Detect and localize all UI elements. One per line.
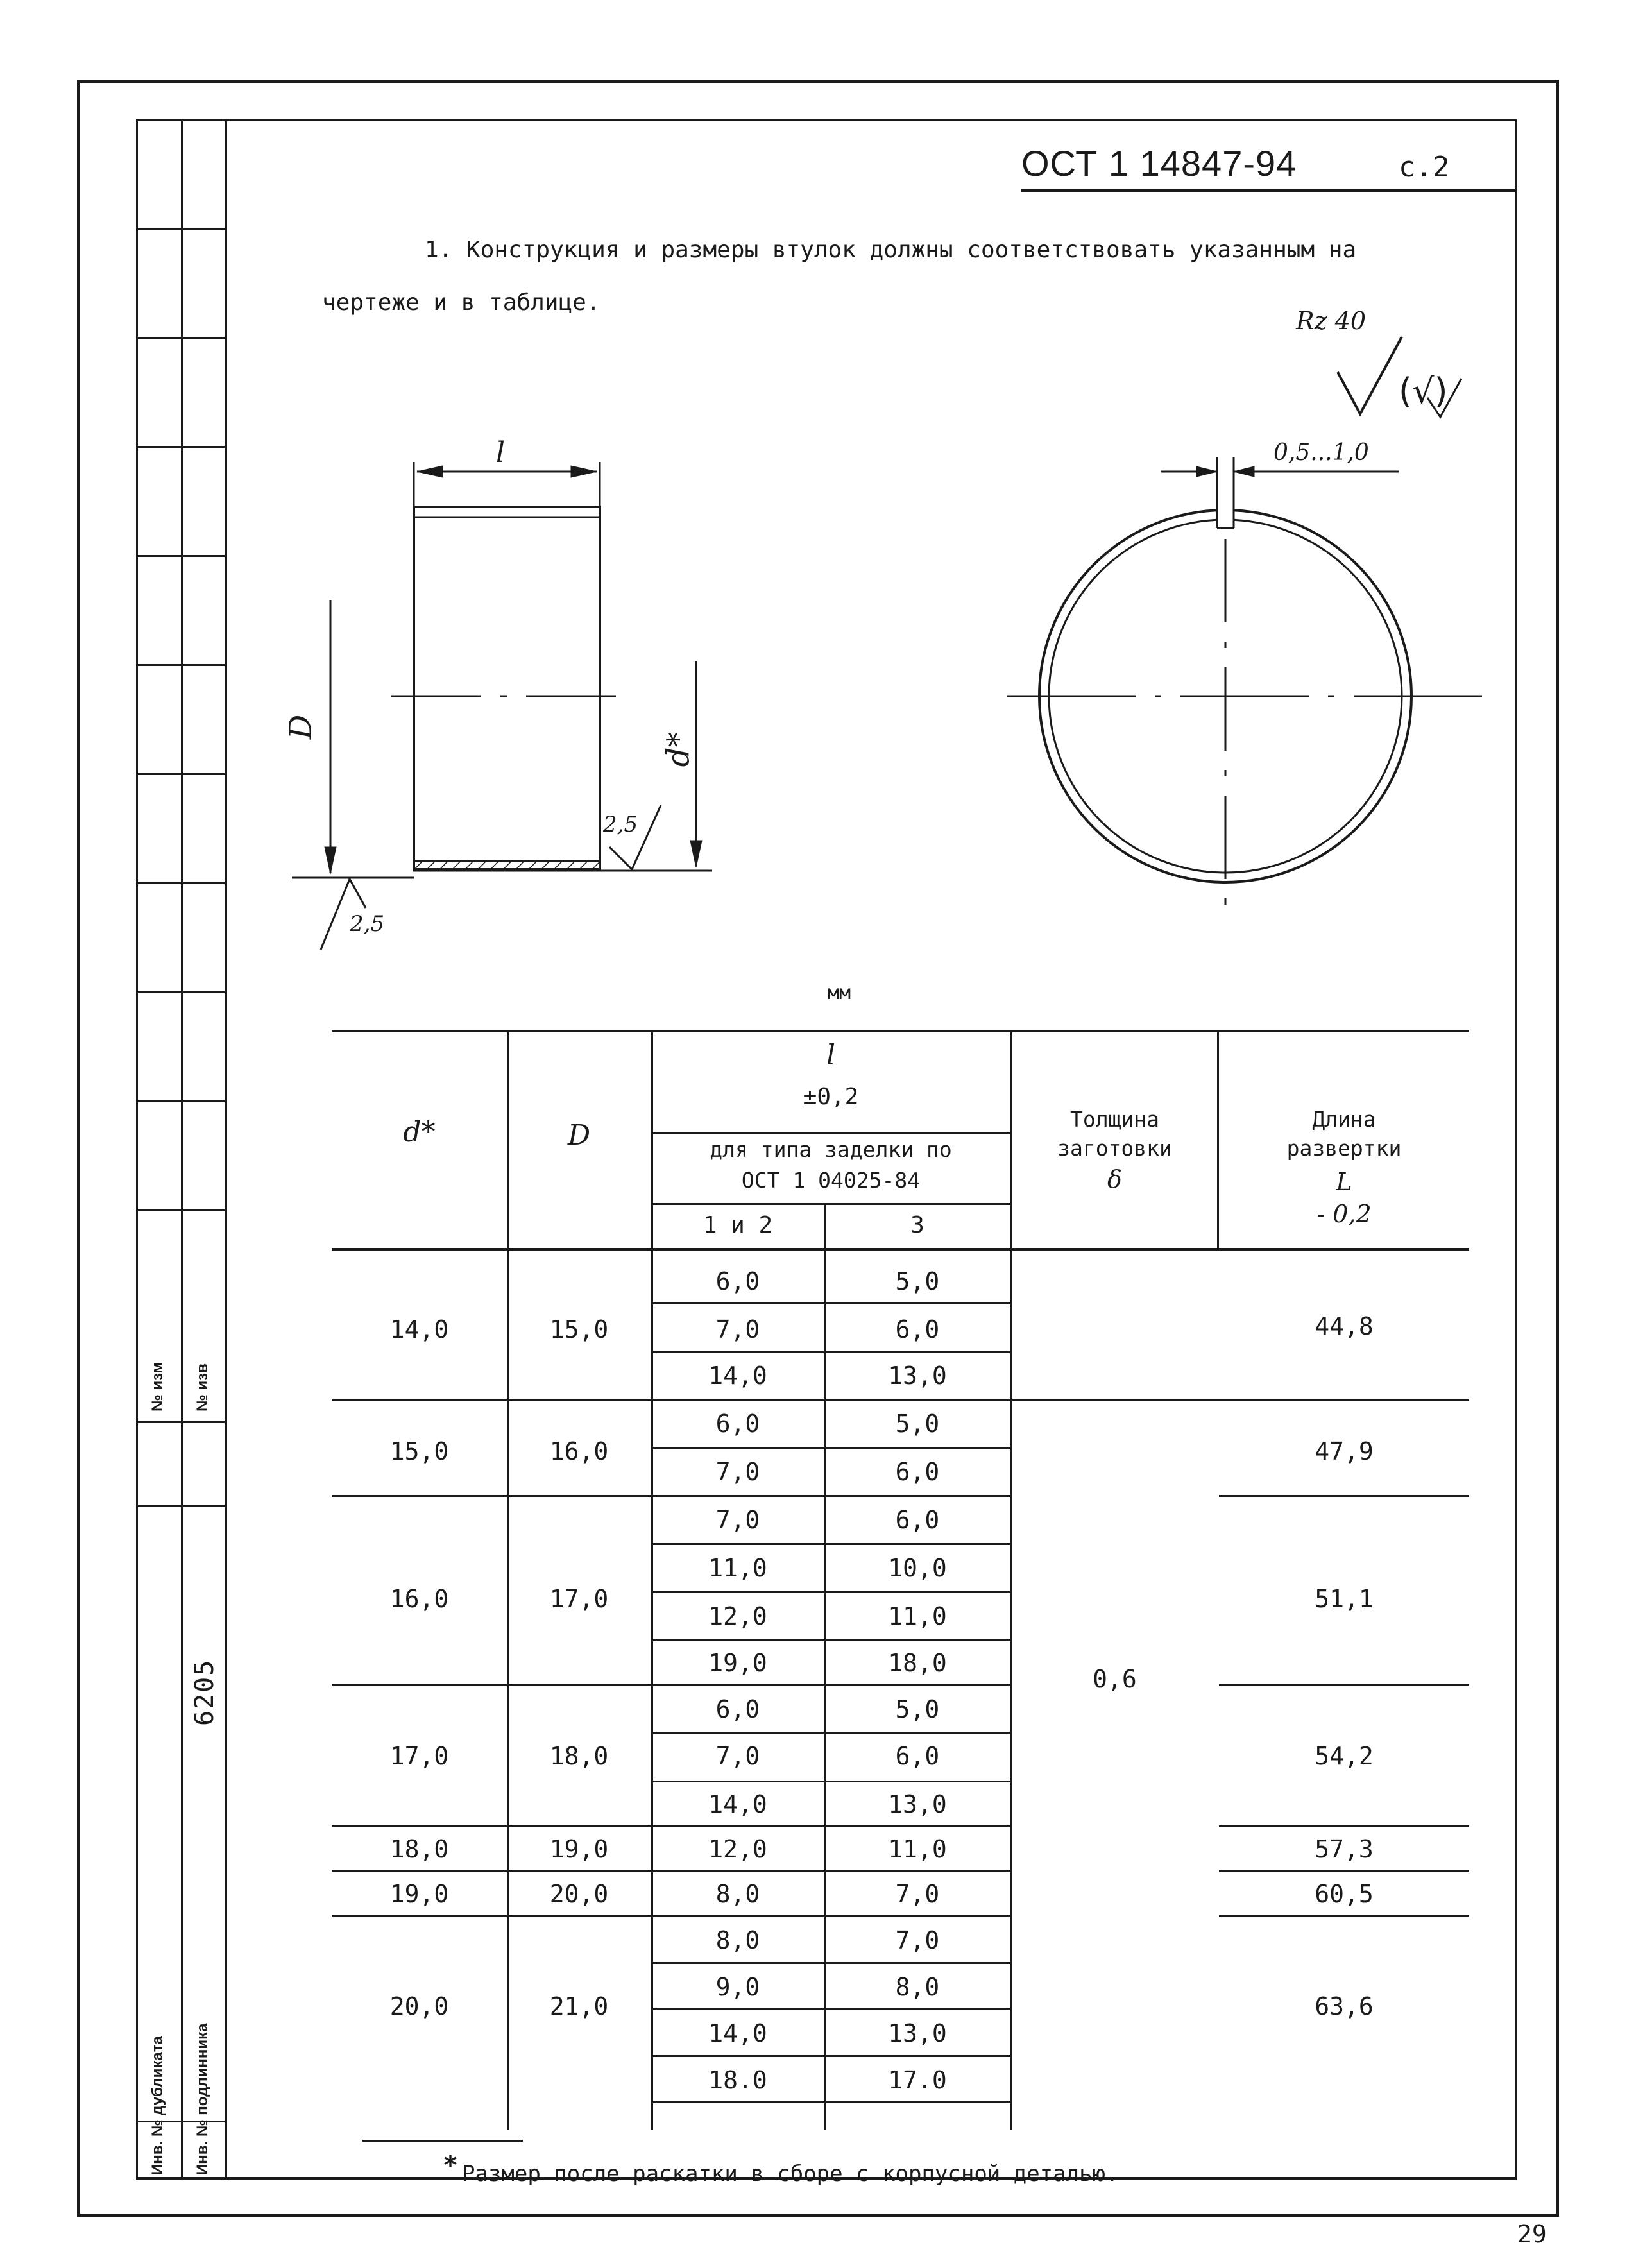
header-l-symbol: l [826,1039,836,1072]
gap-dim-label: 0,5...1,0 [1273,440,1369,466]
table-cell: 18,0 [888,1649,947,1677]
table-cell: 6,0 [895,1315,940,1344]
table-cell: 19,0 [389,1880,449,1908]
header-len-1: Длина [1312,1107,1376,1132]
standard-number: ОСТ 1 14847-94 [1021,143,1297,184]
table-cell: 12,0 [708,1835,767,1863]
table-cell: 8,0 [715,1926,760,1954]
table-cell: 11,0 [888,1602,947,1630]
table-cell: 20,0 [549,1880,609,1908]
table-cell: 15,0 [389,1437,449,1465]
table-cell: 14,0 [708,1362,767,1390]
table-cell: 5,0 [895,1695,940,1723]
table-cell: 5,0 [895,1267,940,1295]
table-cell: 7,0 [715,1458,760,1486]
roughness-main: Rz 40 [1296,307,1367,335]
header-thick-1: Толщина [1069,1107,1160,1132]
header-l-sub-1: для типа заделки по [710,1137,952,1162]
intro-line-2: чертеже и в таблице. [322,289,600,316]
sidebar-izm-label: № изм [149,1362,166,1412]
table-cell: 7,0 [715,1315,760,1344]
table-cell: 18,0 [389,1835,449,1863]
table-unit: мм [828,982,851,1004]
outer-dim-label: D [283,714,319,740]
thickness-value: 0,6 [1093,1665,1137,1693]
table-cell: 13,0 [888,2019,947,2047]
table-cell: 54,2 [1315,1742,1374,1770]
header-l-col-b: 3 [910,1212,924,1238]
table-cell: 19,0 [708,1649,767,1677]
header-l-col-a: 1 и 2 [703,1212,773,1238]
bushing-drawing [0,0,1652,1001]
length-dim-label: l [496,436,506,469]
table-cell: 13,0 [888,1362,947,1390]
table-cell: 14,0 [389,1315,449,1344]
table-cell: 9,0 [715,1973,760,2001]
table-cell: 7,0 [715,1506,760,1534]
table-cell: 17,0 [389,1742,449,1770]
table-cell: 6,0 [895,1742,940,1770]
table-cell: 19,0 [549,1835,609,1863]
header-len-sym: L [1336,1168,1352,1196]
footnote-text: Размер после раскатки в сборе с корпусной деталью. [462,2161,1119,2187]
table-cell: 6,0 [715,1410,760,1438]
header-len-tol: - 0,2 [1316,1200,1372,1228]
table-cell: 7,0 [895,1880,940,1908]
inner-dim-label: d* [660,731,697,767]
table-cell: 16,0 [389,1585,449,1613]
footnote-mark: * [443,2151,459,2180]
table-cell: 14,0 [708,1790,767,1818]
table-cell: 18.0 [708,2066,767,2094]
table-cell: 17,0 [549,1585,609,1613]
intro-line-1: 1. Конструкция и размеры втулок должны соответствовать указанным на [425,237,1357,263]
table-cell: 6,0 [895,1506,940,1534]
table-cell: 20,0 [389,1992,449,2020]
table-cell: 17.0 [888,2066,947,2094]
header-l-tol: ±0,2 [803,1084,859,1110]
table-cell: 21,0 [549,1992,609,2020]
header-d: d* [403,1116,436,1149]
header-len-2: развертки [1286,1136,1402,1161]
table-cell: 51,1 [1315,1585,1374,1613]
table-cell: 6,0 [715,1695,760,1723]
sidebar-podl-label: Инв. № подлинника [194,2023,211,2175]
header-D: D [567,1119,591,1152]
table-cell: 7,0 [715,1742,760,1770]
sidebar-dubl-label: Инв. № дубликата [149,2036,166,2175]
table-cell: 7,0 [895,1926,940,1954]
table-cell: 11,0 [888,1835,947,1863]
header-l-sub-2: ОСТ 1 04025-84 [741,1168,921,1193]
roughness-paren: (√) [1399,371,1448,411]
header-thick-2: заготовки [1057,1136,1172,1161]
rough-outer-label: 2,5 [350,911,385,937]
table-cell: 8,0 [895,1973,940,2001]
table-cell: 10,0 [888,1554,947,1582]
table-cell: 13,0 [888,1790,947,1818]
table-cell: 44,8 [1315,1312,1374,1340]
table-cell: 18,0 [549,1742,609,1770]
table-cell: 8,0 [715,1880,760,1908]
table-cell: 60,5 [1315,1880,1374,1908]
table-cell: 15,0 [549,1315,609,1344]
table-cell: 5,0 [895,1410,940,1438]
table-cell: 12,0 [708,1602,767,1630]
table-cell: 11,0 [708,1554,767,1582]
table-cell: 6,0 [715,1267,760,1295]
page-number: 29 [1517,2220,1547,2248]
table-cell: 63,6 [1315,1992,1374,2020]
table-cell: 16,0 [549,1437,609,1465]
sidebar-izv-label: № изв [194,1363,211,1412]
table-cell: 47,9 [1315,1437,1374,1465]
table-cell: 14,0 [708,2019,767,2047]
header-thick-sym: δ [1107,1165,1122,1193]
table-cell: 57,3 [1315,1835,1374,1863]
sidebar-dubl-number: 6205 [190,1659,219,1726]
page-label: с.2 [1399,151,1450,184]
table-cell: 6,0 [895,1458,940,1486]
rough-inner-label: 2,5 [603,812,638,837]
